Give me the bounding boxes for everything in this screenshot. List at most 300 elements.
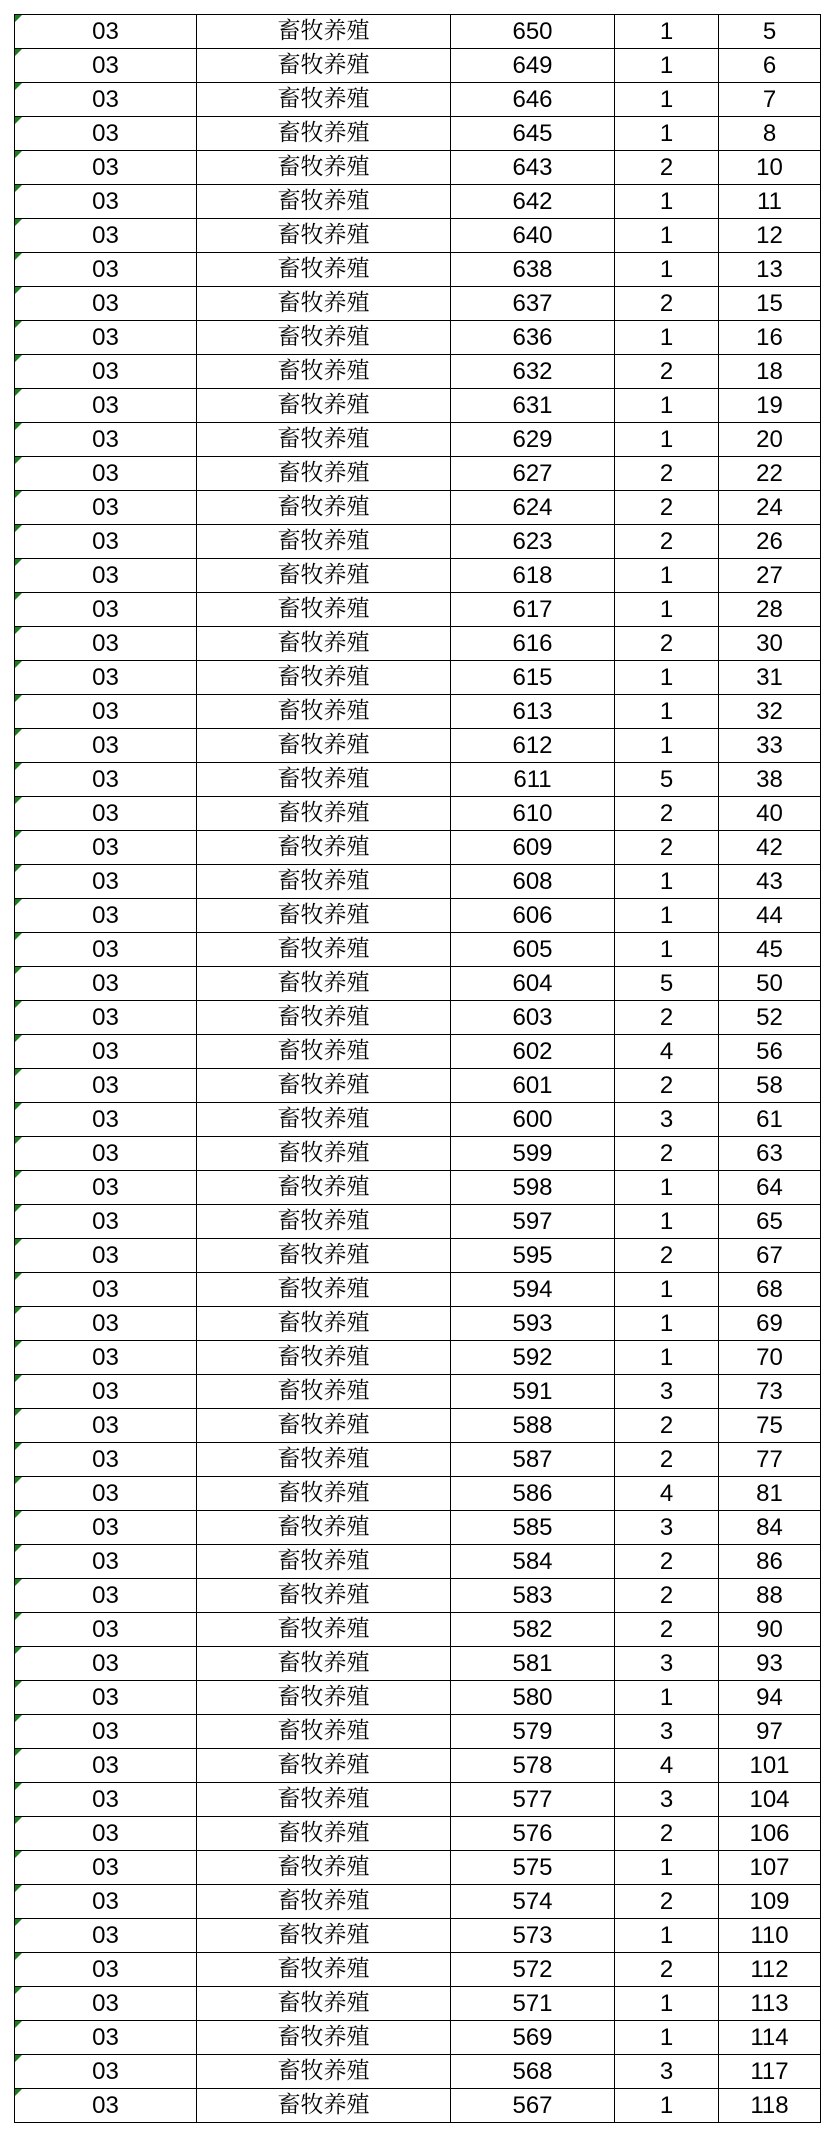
score-cell[interactable]: 592 — [451, 1341, 615, 1375]
score-cell[interactable]: 569 — [451, 2021, 615, 2055]
major-cell[interactable]: 畜牧养殖 — [197, 1375, 451, 1409]
score-cell[interactable]: 568 — [451, 2055, 615, 2089]
cumulative-cell[interactable]: 7 — [719, 83, 821, 117]
major-cell[interactable]: 畜牧养殖 — [197, 457, 451, 491]
major-cell[interactable]: 畜牧养殖 — [197, 1885, 451, 1919]
count-cell[interactable]: 1 — [615, 1273, 719, 1307]
score-cell[interactable]: 636 — [451, 321, 615, 355]
cumulative-cell[interactable]: 24 — [719, 491, 821, 525]
code-cell[interactable]: 03 — [15, 1783, 197, 1817]
cumulative-cell[interactable]: 8 — [719, 117, 821, 151]
count-cell[interactable]: 2 — [615, 1817, 719, 1851]
major-cell[interactable]: 畜牧养殖 — [197, 627, 451, 661]
code-cell[interactable]: 03 — [15, 423, 197, 457]
score-cell[interactable]: 593 — [451, 1307, 615, 1341]
count-cell[interactable]: 1 — [615, 83, 719, 117]
major-cell[interactable]: 畜牧养殖 — [197, 1545, 451, 1579]
cumulative-cell[interactable]: 20 — [719, 423, 821, 457]
cumulative-cell[interactable]: 73 — [719, 1375, 821, 1409]
count-cell[interactable]: 1 — [615, 899, 719, 933]
count-cell[interactable]: 1 — [615, 253, 719, 287]
score-cell[interactable]: 643 — [451, 151, 615, 185]
count-cell[interactable]: 2 — [615, 1001, 719, 1035]
cumulative-cell[interactable]: 10 — [719, 151, 821, 185]
cumulative-cell[interactable]: 69 — [719, 1307, 821, 1341]
cumulative-cell[interactable]: 33 — [719, 729, 821, 763]
count-cell[interactable]: 2 — [615, 1579, 719, 1613]
code-cell[interactable]: 03 — [15, 1103, 197, 1137]
code-cell[interactable]: 03 — [15, 1137, 197, 1171]
score-cell[interactable]: 640 — [451, 219, 615, 253]
score-cell[interactable]: 609 — [451, 831, 615, 865]
count-cell[interactable]: 2 — [615, 1953, 719, 1987]
major-cell[interactable]: 畜牧养殖 — [197, 423, 451, 457]
count-cell[interactable]: 3 — [615, 1783, 719, 1817]
major-cell[interactable]: 畜牧养殖 — [197, 49, 451, 83]
major-cell[interactable]: 畜牧养殖 — [197, 933, 451, 967]
count-cell[interactable]: 3 — [615, 2055, 719, 2089]
score-cell[interactable]: 598 — [451, 1171, 615, 1205]
count-cell[interactable]: 1 — [615, 389, 719, 423]
code-cell[interactable]: 03 — [15, 1239, 197, 1273]
code-cell[interactable]: 03 — [15, 2021, 197, 2055]
code-cell[interactable]: 03 — [15, 1749, 197, 1783]
score-cell[interactable]: 600 — [451, 1103, 615, 1137]
major-cell[interactable]: 畜牧养殖 — [197, 865, 451, 899]
cumulative-cell[interactable]: 68 — [719, 1273, 821, 1307]
code-cell[interactable]: 03 — [15, 1919, 197, 1953]
score-cell[interactable]: 599 — [451, 1137, 615, 1171]
score-cell[interactable]: 574 — [451, 1885, 615, 1919]
score-cell[interactable]: 611 — [451, 763, 615, 797]
score-cell[interactable]: 612 — [451, 729, 615, 763]
cumulative-cell[interactable]: 77 — [719, 1443, 821, 1477]
count-cell[interactable]: 4 — [615, 1035, 719, 1069]
score-cell[interactable]: 629 — [451, 423, 615, 457]
cumulative-cell[interactable]: 45 — [719, 933, 821, 967]
cumulative-cell[interactable]: 26 — [719, 525, 821, 559]
code-cell[interactable]: 03 — [15, 49, 197, 83]
score-cell[interactable]: 649 — [451, 49, 615, 83]
count-cell[interactable]: 2 — [615, 457, 719, 491]
count-cell[interactable]: 1 — [615, 559, 719, 593]
code-cell[interactable]: 03 — [15, 1273, 197, 1307]
cumulative-cell[interactable]: 11 — [719, 185, 821, 219]
cumulative-cell[interactable]: 67 — [719, 1239, 821, 1273]
count-cell[interactable]: 1 — [615, 933, 719, 967]
code-cell[interactable]: 03 — [15, 287, 197, 321]
code-cell[interactable]: 03 — [15, 797, 197, 831]
major-cell[interactable]: 畜牧养殖 — [197, 1409, 451, 1443]
code-cell[interactable]: 03 — [15, 1851, 197, 1885]
cumulative-cell[interactable]: 31 — [719, 661, 821, 695]
code-cell[interactable]: 03 — [15, 1715, 197, 1749]
cumulative-cell[interactable]: 28 — [719, 593, 821, 627]
major-cell[interactable]: 畜牧养殖 — [197, 1273, 451, 1307]
code-cell[interactable]: 03 — [15, 1953, 197, 1987]
cumulative-cell[interactable]: 40 — [719, 797, 821, 831]
cumulative-cell[interactable]: 44 — [719, 899, 821, 933]
major-cell[interactable]: 畜牧养殖 — [197, 1239, 451, 1273]
score-cell[interactable]: 578 — [451, 1749, 615, 1783]
cumulative-cell[interactable]: 38 — [719, 763, 821, 797]
score-cell[interactable]: 573 — [451, 1919, 615, 1953]
major-cell[interactable]: 畜牧养殖 — [197, 1851, 451, 1885]
major-cell[interactable]: 畜牧养殖 — [197, 1749, 451, 1783]
code-cell[interactable]: 03 — [15, 1307, 197, 1341]
cumulative-cell[interactable]: 81 — [719, 1477, 821, 1511]
score-cell[interactable]: 606 — [451, 899, 615, 933]
score-cell[interactable]: 579 — [451, 1715, 615, 1749]
count-cell[interactable]: 2 — [615, 1409, 719, 1443]
code-cell[interactable]: 03 — [15, 1647, 197, 1681]
count-cell[interactable]: 2 — [615, 1443, 719, 1477]
score-cell[interactable]: 571 — [451, 1987, 615, 2021]
count-cell[interactable]: 2 — [615, 1069, 719, 1103]
code-cell[interactable]: 03 — [15, 729, 197, 763]
score-cell[interactable]: 584 — [451, 1545, 615, 1579]
code-cell[interactable]: 03 — [15, 967, 197, 1001]
cumulative-cell[interactable]: 113 — [719, 1987, 821, 2021]
count-cell[interactable]: 3 — [615, 1511, 719, 1545]
score-cell[interactable]: 638 — [451, 253, 615, 287]
cumulative-cell[interactable]: 52 — [719, 1001, 821, 1035]
count-cell[interactable]: 1 — [615, 423, 719, 457]
score-cell[interactable]: 587 — [451, 1443, 615, 1477]
major-cell[interactable]: 畜牧养殖 — [197, 151, 451, 185]
score-cell[interactable]: 615 — [451, 661, 615, 695]
major-cell[interactable]: 畜牧养殖 — [197, 1477, 451, 1511]
cumulative-cell[interactable]: 61 — [719, 1103, 821, 1137]
code-cell[interactable]: 03 — [15, 491, 197, 525]
score-cell[interactable]: 582 — [451, 1613, 615, 1647]
count-cell[interactable]: 1 — [615, 1307, 719, 1341]
cumulative-cell[interactable]: 112 — [719, 1953, 821, 1987]
major-cell[interactable]: 畜牧养殖 — [197, 15, 451, 49]
major-cell[interactable]: 畜牧养殖 — [197, 1035, 451, 1069]
code-cell[interactable]: 03 — [15, 185, 197, 219]
cumulative-cell[interactable]: 118 — [719, 2089, 821, 2123]
code-cell[interactable]: 03 — [15, 117, 197, 151]
major-cell[interactable]: 畜牧养殖 — [197, 695, 451, 729]
code-cell[interactable]: 03 — [15, 1817, 197, 1851]
count-cell[interactable]: 2 — [615, 797, 719, 831]
score-cell[interactable]: 581 — [451, 1647, 615, 1681]
code-cell[interactable]: 03 — [15, 2089, 197, 2123]
cumulative-cell[interactable]: 6 — [719, 49, 821, 83]
major-cell[interactable]: 畜牧养殖 — [197, 559, 451, 593]
cumulative-cell[interactable]: 106 — [719, 1817, 821, 1851]
count-cell[interactable]: 1 — [615, 117, 719, 151]
major-cell[interactable]: 畜牧养殖 — [197, 729, 451, 763]
score-cell[interactable]: 632 — [451, 355, 615, 389]
cumulative-cell[interactable]: 107 — [719, 1851, 821, 1885]
cumulative-cell[interactable]: 13 — [719, 253, 821, 287]
count-cell[interactable]: 1 — [615, 1681, 719, 1715]
count-cell[interactable]: 3 — [615, 1647, 719, 1681]
major-cell[interactable]: 畜牧养殖 — [197, 1001, 451, 1035]
code-cell[interactable]: 03 — [15, 1409, 197, 1443]
major-cell[interactable]: 畜牧养殖 — [197, 1205, 451, 1239]
score-cell[interactable]: 650 — [451, 15, 615, 49]
code-cell[interactable]: 03 — [15, 1443, 197, 1477]
code-cell[interactable]: 03 — [15, 1885, 197, 1919]
cumulative-cell[interactable]: 50 — [719, 967, 821, 1001]
code-cell[interactable]: 03 — [15, 457, 197, 491]
major-cell[interactable]: 畜牧养殖 — [197, 2055, 451, 2089]
count-cell[interactable]: 4 — [615, 1749, 719, 1783]
count-cell[interactable]: 2 — [615, 831, 719, 865]
count-cell[interactable]: 1 — [615, 865, 719, 899]
score-cell[interactable]: 623 — [451, 525, 615, 559]
score-cell[interactable]: 605 — [451, 933, 615, 967]
cumulative-cell[interactable]: 12 — [719, 219, 821, 253]
code-cell[interactable]: 03 — [15, 2055, 197, 2089]
cumulative-cell[interactable]: 15 — [719, 287, 821, 321]
code-cell[interactable]: 03 — [15, 15, 197, 49]
code-cell[interactable]: 03 — [15, 1987, 197, 2021]
count-cell[interactable]: 2 — [615, 491, 719, 525]
cumulative-cell[interactable]: 42 — [719, 831, 821, 865]
count-cell[interactable]: 1 — [615, 321, 719, 355]
code-cell[interactable]: 03 — [15, 1681, 197, 1715]
count-cell[interactable]: 3 — [615, 1715, 719, 1749]
count-cell[interactable]: 1 — [615, 661, 719, 695]
code-cell[interactable]: 03 — [15, 763, 197, 797]
major-cell[interactable]: 畜牧养殖 — [197, 661, 451, 695]
cumulative-cell[interactable]: 88 — [719, 1579, 821, 1613]
code-cell[interactable]: 03 — [15, 1579, 197, 1613]
major-cell[interactable]: 畜牧养殖 — [197, 1511, 451, 1545]
count-cell[interactable]: 1 — [615, 1919, 719, 1953]
code-cell[interactable]: 03 — [15, 151, 197, 185]
score-cell[interactable]: 583 — [451, 1579, 615, 1613]
score-cell[interactable]: 601 — [451, 1069, 615, 1103]
code-cell[interactable]: 03 — [15, 1477, 197, 1511]
score-cell[interactable]: 577 — [451, 1783, 615, 1817]
score-cell[interactable]: 617 — [451, 593, 615, 627]
score-cell[interactable]: 567 — [451, 2089, 615, 2123]
code-cell[interactable]: 03 — [15, 321, 197, 355]
cumulative-cell[interactable]: 30 — [719, 627, 821, 661]
cumulative-cell[interactable]: 58 — [719, 1069, 821, 1103]
count-cell[interactable]: 1 — [615, 219, 719, 253]
major-cell[interactable]: 畜牧养殖 — [197, 491, 451, 525]
cumulative-cell[interactable]: 101 — [719, 1749, 821, 1783]
count-cell[interactable]: 2 — [615, 151, 719, 185]
major-cell[interactable]: 畜牧养殖 — [197, 1681, 451, 1715]
cumulative-cell[interactable]: 64 — [719, 1171, 821, 1205]
cumulative-cell[interactable]: 86 — [719, 1545, 821, 1579]
cumulative-cell[interactable]: 5 — [719, 15, 821, 49]
code-cell[interactable]: 03 — [15, 525, 197, 559]
score-cell[interactable]: 642 — [451, 185, 615, 219]
count-cell[interactable]: 3 — [615, 1103, 719, 1137]
code-cell[interactable]: 03 — [15, 1171, 197, 1205]
count-cell[interactable]: 1 — [615, 2021, 719, 2055]
code-cell[interactable]: 03 — [15, 1001, 197, 1035]
code-cell[interactable]: 03 — [15, 559, 197, 593]
count-cell[interactable]: 1 — [615, 1851, 719, 1885]
major-cell[interactable]: 畜牧养殖 — [197, 797, 451, 831]
major-cell[interactable]: 畜牧养殖 — [197, 1613, 451, 1647]
count-cell[interactable]: 2 — [615, 287, 719, 321]
score-cell[interactable]: 645 — [451, 117, 615, 151]
cumulative-cell[interactable]: 65 — [719, 1205, 821, 1239]
count-cell[interactable]: 2 — [615, 1137, 719, 1171]
score-cell[interactable]: 610 — [451, 797, 615, 831]
code-cell[interactable]: 03 — [15, 1341, 197, 1375]
score-cell[interactable]: 585 — [451, 1511, 615, 1545]
cumulative-cell[interactable]: 56 — [719, 1035, 821, 1069]
count-cell[interactable]: 1 — [615, 729, 719, 763]
count-cell[interactable]: 4 — [615, 1477, 719, 1511]
major-cell[interactable]: 畜牧养殖 — [197, 1647, 451, 1681]
major-cell[interactable]: 畜牧养殖 — [197, 1171, 451, 1205]
score-cell[interactable]: 616 — [451, 627, 615, 661]
score-cell[interactable]: 602 — [451, 1035, 615, 1069]
count-cell[interactable]: 1 — [615, 1171, 719, 1205]
count-cell[interactable]: 1 — [615, 593, 719, 627]
major-cell[interactable]: 畜牧养殖 — [197, 967, 451, 1001]
code-cell[interactable]: 03 — [15, 627, 197, 661]
code-cell[interactable]: 03 — [15, 865, 197, 899]
score-cell[interactable]: 576 — [451, 1817, 615, 1851]
major-cell[interactable]: 畜牧养殖 — [197, 321, 451, 355]
major-cell[interactable]: 畜牧养殖 — [197, 593, 451, 627]
count-cell[interactable]: 1 — [615, 2089, 719, 2123]
count-cell[interactable]: 2 — [615, 525, 719, 559]
major-cell[interactable]: 畜牧养殖 — [197, 899, 451, 933]
code-cell[interactable]: 03 — [15, 831, 197, 865]
score-cell[interactable]: 627 — [451, 457, 615, 491]
major-cell[interactable]: 畜牧养殖 — [197, 287, 451, 321]
code-cell[interactable]: 03 — [15, 219, 197, 253]
code-cell[interactable]: 03 — [15, 695, 197, 729]
major-cell[interactable]: 畜牧养殖 — [197, 1715, 451, 1749]
cumulative-cell[interactable]: 75 — [719, 1409, 821, 1443]
major-cell[interactable]: 畜牧养殖 — [197, 831, 451, 865]
cumulative-cell[interactable]: 114 — [719, 2021, 821, 2055]
major-cell[interactable]: 畜牧养殖 — [197, 117, 451, 151]
cumulative-cell[interactable]: 109 — [719, 1885, 821, 1919]
major-cell[interactable]: 畜牧养殖 — [197, 83, 451, 117]
cumulative-cell[interactable]: 70 — [719, 1341, 821, 1375]
count-cell[interactable]: 3 — [615, 1375, 719, 1409]
major-cell[interactable]: 畜牧养殖 — [197, 1069, 451, 1103]
code-cell[interactable]: 03 — [15, 83, 197, 117]
score-cell[interactable]: 631 — [451, 389, 615, 423]
major-cell[interactable]: 畜牧养殖 — [197, 1341, 451, 1375]
major-cell[interactable]: 畜牧养殖 — [197, 1579, 451, 1613]
major-cell[interactable]: 畜牧养殖 — [197, 525, 451, 559]
major-cell[interactable]: 畜牧养殖 — [197, 1919, 451, 1953]
code-cell[interactable]: 03 — [15, 593, 197, 627]
score-cell[interactable]: 646 — [451, 83, 615, 117]
count-cell[interactable]: 2 — [615, 1613, 719, 1647]
major-cell[interactable]: 畜牧养殖 — [197, 253, 451, 287]
cumulative-cell[interactable]: 16 — [719, 321, 821, 355]
score-cell[interactable]: 575 — [451, 1851, 615, 1885]
code-cell[interactable]: 03 — [15, 1205, 197, 1239]
score-cell[interactable]: 572 — [451, 1953, 615, 1987]
count-cell[interactable]: 5 — [615, 763, 719, 797]
count-cell[interactable]: 1 — [615, 1205, 719, 1239]
score-cell[interactable]: 604 — [451, 967, 615, 1001]
code-cell[interactable]: 03 — [15, 1511, 197, 1545]
cumulative-cell[interactable]: 93 — [719, 1647, 821, 1681]
major-cell[interactable]: 畜牧养殖 — [197, 219, 451, 253]
code-cell[interactable]: 03 — [15, 1035, 197, 1069]
count-cell[interactable]: 1 — [615, 185, 719, 219]
count-cell[interactable]: 2 — [615, 1239, 719, 1273]
code-cell[interactable]: 03 — [15, 253, 197, 287]
score-cell[interactable]: 595 — [451, 1239, 615, 1273]
cumulative-cell[interactable]: 97 — [719, 1715, 821, 1749]
count-cell[interactable]: 5 — [615, 967, 719, 1001]
major-cell[interactable]: 畜牧养殖 — [197, 185, 451, 219]
major-cell[interactable]: 畜牧养殖 — [197, 355, 451, 389]
score-cell[interactable]: 637 — [451, 287, 615, 321]
major-cell[interactable]: 畜牧养殖 — [197, 1137, 451, 1171]
score-cell[interactable]: 580 — [451, 1681, 615, 1715]
code-cell[interactable]: 03 — [15, 899, 197, 933]
code-cell[interactable]: 03 — [15, 389, 197, 423]
cumulative-cell[interactable]: 90 — [719, 1613, 821, 1647]
count-cell[interactable]: 1 — [615, 49, 719, 83]
major-cell[interactable]: 畜牧养殖 — [197, 1987, 451, 2021]
count-cell[interactable]: 2 — [615, 627, 719, 661]
major-cell[interactable]: 畜牧养殖 — [197, 1953, 451, 1987]
major-cell[interactable]: 畜牧养殖 — [197, 1103, 451, 1137]
code-cell[interactable]: 03 — [15, 1069, 197, 1103]
major-cell[interactable]: 畜牧养殖 — [197, 2089, 451, 2123]
cumulative-cell[interactable]: 63 — [719, 1137, 821, 1171]
cumulative-cell[interactable]: 32 — [719, 695, 821, 729]
cumulative-cell[interactable]: 117 — [719, 2055, 821, 2089]
cumulative-cell[interactable]: 43 — [719, 865, 821, 899]
code-cell[interactable]: 03 — [15, 1613, 197, 1647]
code-cell[interactable]: 03 — [15, 933, 197, 967]
major-cell[interactable]: 畜牧养殖 — [197, 1817, 451, 1851]
score-cell[interactable]: 594 — [451, 1273, 615, 1307]
code-cell[interactable]: 03 — [15, 661, 197, 695]
score-cell[interactable]: 624 — [451, 491, 615, 525]
score-cell[interactable]: 591 — [451, 1375, 615, 1409]
code-cell[interactable]: 03 — [15, 1545, 197, 1579]
major-cell[interactable]: 畜牧养殖 — [197, 1307, 451, 1341]
cumulative-cell[interactable]: 22 — [719, 457, 821, 491]
cumulative-cell[interactable]: 110 — [719, 1919, 821, 1953]
cumulative-cell[interactable]: 84 — [719, 1511, 821, 1545]
score-cell[interactable]: 603 — [451, 1001, 615, 1035]
count-cell[interactable]: 1 — [615, 695, 719, 729]
cumulative-cell[interactable]: 19 — [719, 389, 821, 423]
score-cell[interactable]: 613 — [451, 695, 615, 729]
score-cell[interactable]: 588 — [451, 1409, 615, 1443]
count-cell[interactable]: 1 — [615, 1987, 719, 2021]
count-cell[interactable]: 1 — [615, 1341, 719, 1375]
count-cell[interactable]: 1 — [615, 15, 719, 49]
major-cell[interactable]: 畜牧养殖 — [197, 389, 451, 423]
cumulative-cell[interactable]: 18 — [719, 355, 821, 389]
code-cell[interactable]: 03 — [15, 355, 197, 389]
cumulative-cell[interactable]: 104 — [719, 1783, 821, 1817]
score-cell[interactable]: 586 — [451, 1477, 615, 1511]
code-cell[interactable]: 03 — [15, 1375, 197, 1409]
score-cell[interactable]: 618 — [451, 559, 615, 593]
cumulative-cell[interactable]: 27 — [719, 559, 821, 593]
